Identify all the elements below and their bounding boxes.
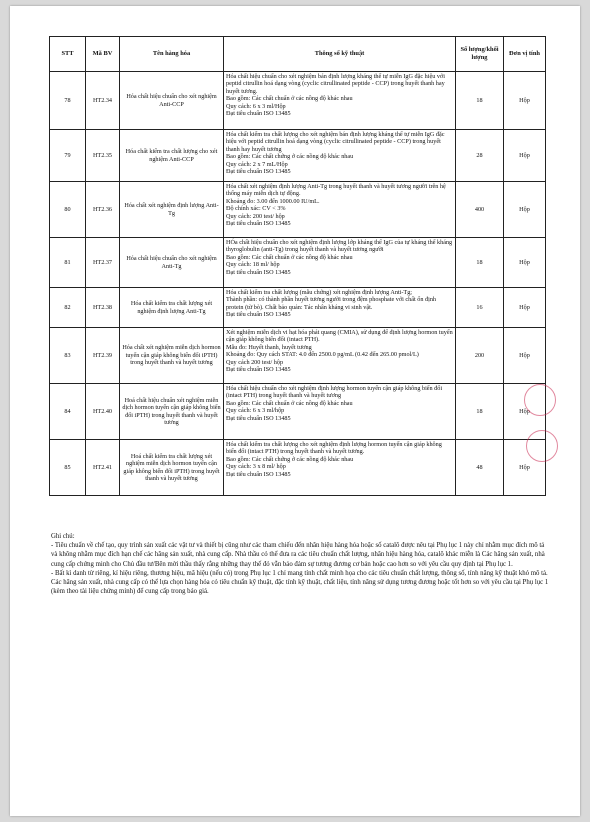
stamp-mark: [526, 430, 558, 462]
spec-line: Bao gồm: Các chất chuẩn ở các nồng độ khác nhau: [226, 399, 353, 407]
spec-line: Bao gồm: Các chất chứng ở các nồng độ khác nhau: [226, 153, 354, 161]
cell-don-vi: Hộp: [504, 130, 546, 182]
table-row: [50, 182, 546, 238]
table-row: [50, 440, 546, 496]
note-paragraph: - Tiêu chuẩn về chế tạo, quy trình sản xuất các vật tư và thiết bị cũng như các tham chiếu đến nhãn hiệu hàng hóa hoặc số catalô được nêu tại Phụ lục 1 này chỉ nhằm mục đích mô tả và không nhằm mục đích hạn chế các hãng sản xuất, nhà cung cấp. Nhà thầu có thể đưa ra các tiêu chuẩn chất lượng, nhãn hiệu hàng hóa, catalô khác miễn là Các hãng sản xuất, nhà cung cấp chứng minh cho Chủ đầu tư/Bên mời thầu thấy rằng những thay thế đó vẫn bảo đảm sự tương đương cơ bản hoặc cao hơn so với yêu cầu quy định tại Phụ lục 1.: [51, 542, 545, 568]
cell-don-vi: Hộp: [504, 328, 546, 384]
spec-line: Hóa chất hiệu chuẩn cho xét nghiệm bán định lượng kháng thể tự miễn IgG đặc hiệu với peptid citrullin hoá dạng vòng (cyclic citrullinated peptide - CCP) trong huyết thanh hay huyết tương.: [226, 73, 445, 95]
table-row: [50, 72, 546, 130]
document-page: [10, 6, 580, 816]
cell-ma-bv: HT2.35: [86, 130, 120, 182]
cell-ten: Hoá chất hiệu chuẩn xét nghiệm miễn dịch hormon tuyến cận giáp không biến đổi iPTH) trong huyết thanh và huyết tương: [120, 384, 224, 440]
spec-line: Bao gồm: Các chất chuẩn ở các nồng độ khác nhau: [226, 253, 353, 261]
header-stt: STT: [50, 37, 86, 72]
cell-spec: [224, 328, 456, 384]
cell-don-vi: Hộp: [504, 288, 546, 328]
cell-ten: Hóa chất xét nghiệm miễn dịch hormon tuyến cận giáp không biến đổi iPTH) trong huyết thanh và huyết tương: [120, 328, 224, 384]
cell-spec: [224, 182, 456, 238]
table-row: [50, 238, 546, 288]
spec-line: Quy cách: 2 x 7 mL/Hộp: [226, 160, 288, 168]
spec-line: Quy cách: 6 x 3 ml/hộp: [226, 407, 285, 415]
cell-don-vi: Hộp: [504, 182, 546, 238]
spec-line: Xét nghiệm miễn dịch vi hạt hóa phát quang (CMIA), sử dụng để định lượng hormon tuyến cận giáp không biến đổi (intact PTH).: [226, 329, 453, 344]
spec-line: Đạt tiêu chuẩn ISO 13485: [226, 311, 291, 319]
header-thong-so: Thông số kỹ thuật: [224, 37, 456, 72]
spec-line: Đạt tiêu chuẩn ISO 13485: [226, 268, 291, 276]
stamp-mark: [524, 384, 556, 416]
cell-so-luong: 18: [456, 238, 504, 288]
cell-stt: 79: [50, 130, 86, 182]
spec-line: Quy cách: 200 test/ hộp: [226, 212, 285, 220]
table-header-row: [50, 37, 546, 72]
table-row: [50, 328, 546, 384]
cell-spec: [224, 130, 456, 182]
spec-line: Thành phần: có thành phần huyết tương người trong đệm phosphate với chất ổn định protein (từ bò). Chất bảo quản: Tác nhân kháng vi sinh vật.: [226, 296, 437, 311]
cell-so-luong: 48: [456, 440, 504, 496]
cell-don-vi: Hộp: [504, 440, 546, 496]
cell-ten: Hóa chất kiểm tra chất lượng xét nghiệm định lượng Anti-Tg: [120, 288, 224, 328]
cell-so-luong: 400: [456, 182, 504, 238]
cell-don-vi: Hộp: [504, 238, 546, 288]
cell-ten: Hóa chất kiểm tra chất lượng cho xét nghiệm Anti-CCP: [120, 130, 224, 182]
spec-line: Đạt tiêu chuẩn ISO 13485: [226, 110, 291, 118]
spec-line: Bao gồm: Các chất chuẩn ở các nồng độ khác nhau: [226, 95, 353, 103]
spec-line: Quy cách: 18 ml/ hộp: [226, 261, 280, 269]
spec-line: Hóa chất kiểm tra chất lượng (mẫu chứng) xét nghiệm định lượng Anti-Tg;: [226, 289, 413, 296]
cell-spec: [224, 384, 456, 440]
spec-line: HÓa chất hiệu chuẩn cho xét nghiệm định lượng lớp kháng thể IgG của tự kháng thể kháng thyroglobulin (anti-Tg) trong huyết thanh và huyết tương người: [226, 239, 453, 254]
header-don-vi: Đơn vị tính: [504, 37, 546, 72]
cell-so-luong: 18: [456, 384, 504, 440]
cell-stt: 82: [50, 288, 86, 328]
spec-line: Quy cách 200 test/ hộp: [226, 358, 284, 366]
spec-line: Đạt tiêu chuẩn ISO 13485: [226, 220, 291, 228]
cell-stt: 81: [50, 238, 86, 288]
spec-line: Bao gồm: Các chất chứng ở các nồng độ khác nhau: [226, 455, 354, 463]
cell-stt: 84: [50, 384, 86, 440]
spec-line: Khoảng đo: 3.00 đến 1000.00 IU/mL.: [226, 197, 320, 205]
cell-ten: Hóa chất hiệu chuẩn cho xét nghiệm Anti-Tg: [120, 238, 224, 288]
table-row: [50, 288, 546, 328]
spec-line: Đạt tiêu chuẩn ISO 13485: [226, 470, 291, 478]
spec-line: Quy cách: 3 x 8 ml/ hộp: [226, 463, 286, 471]
cell-spec: [224, 288, 456, 328]
spec-line: Hóa chất kiểm tra chất lượng cho xét nghiệm định lượng hormon tuyến cận giáp không biến đổi (intact PTH) trong huyết thanh và huyết tương.: [226, 441, 442, 456]
spec-line: Hóa chất hiệu chuẩn cho xét nghiệm định lượng hormon tuyến cận giáp không biến đổi (intact PTH) trong huyết thanh và huyết tương: [226, 385, 443, 400]
cell-stt: 85: [50, 440, 86, 496]
spec-line: Đạt tiêu chuẩn ISO 13485: [226, 168, 291, 176]
cell-ten: Hóa chất hiệu chuẩn cho xét nghiệm Anti-CCP: [120, 72, 224, 130]
specification-table: [49, 36, 546, 496]
cell-spec: [224, 72, 456, 130]
cell-so-luong: 16: [456, 288, 504, 328]
spec-line: Mẫu đo: Huyết thanh, huyết tương: [226, 343, 312, 351]
cell-ma-bv: HT2.40: [86, 384, 120, 440]
note-paragraph: - Bất kì danh từ riêng, kí hiệu riêng, thương hiệu, mã hiệu (nếu có) trong Phụ lục 1 chỉ mang tính chất minh họa cho các tiêu chuẩn chất lượng, thông số, tính năng kỹ thuật khó mô tả. Các hãng sản xuất, nhà cung cấp có thể lựa chọn hàng hóa có tiêu chuẩn kỹ thuật, đặc tính kỹ thuật, chất liệu, tính năng sử dụng tương đương hoặc tốt hơn so với yêu cầu tại Phụ lục 1 (kèm theo tài liệu chứng minh) để cung cấp trong báo giá.: [51, 569, 549, 596]
cell-ma-bv: HT2.37: [86, 238, 120, 288]
header-so-luong: Số lượng/khối lượng: [456, 37, 504, 72]
cell-ma-bv: HT2.41: [86, 440, 120, 496]
cell-ma-bv: HT2.36: [86, 182, 120, 238]
spec-line: Quy cách: 6 x 3 ml/Hộp: [226, 102, 286, 110]
cell-don-vi: Hộp: [504, 384, 546, 440]
header-ma-bv: Mã BV: [86, 37, 120, 72]
cell-ten: Hóa chất xét nghiệm định lượng Anti-Tg: [120, 182, 224, 238]
spec-line: Khoảng đo: Quy cách STAT: 4.0 đến 2500.0 pg/mL (0.42 đến 265.00 pmol/L): [226, 351, 419, 359]
spec-line: Đạt tiêu chuẩn ISO 13485: [226, 366, 291, 374]
spec-line: Hóa chất kiểm tra chất lượng cho xét nghiệm bán định lượng kháng thể tự miễn IgG đặc hiệu với peptid citrullin hoá dạng vòng (cyclic citrullinated peptide - CCP) trong huyết thanh hay huyết tương: [226, 131, 445, 153]
cell-spec: [224, 440, 456, 496]
cell-don-vi: Hộp: [504, 72, 546, 130]
spec-line: Độ chính xác: CV < 3%: [226, 205, 286, 213]
cell-ma-bv: HT2.38: [86, 288, 120, 328]
notes-section: [51, 532, 551, 596]
cell-ten: Hoá chất kiểm tra chất lượng xét nghiệm miễn dịch hormon tuyến cận giáp không biến đổi iPTH) trong huyết thanh và huyết tương: [120, 440, 224, 496]
cell-stt: 83: [50, 328, 86, 384]
cell-stt: 80: [50, 182, 86, 238]
cell-ma-bv: HT2.39: [86, 328, 120, 384]
header-ten-hang-hoa: Tên hàng hóa: [120, 37, 224, 72]
spec-line: Đạt tiêu chuẩn ISO 13485: [226, 414, 291, 422]
cell-so-luong: 18: [456, 72, 504, 130]
notes-title: Ghi chú:: [51, 533, 75, 540]
cell-spec: [224, 238, 456, 288]
cell-stt: 78: [50, 72, 86, 130]
cell-so-luong: 28: [456, 130, 504, 182]
table-row: [50, 384, 546, 440]
cell-so-luong: 200: [456, 328, 504, 384]
spec-line: Hóa chất xét nghiệm định lượng Anti-Tg trong huyết thanh và huyết tương người trên hệ thống máy miễn dịch tự động.: [226, 183, 446, 198]
cell-ma-bv: HT2.34: [86, 72, 120, 130]
table-row: [50, 130, 546, 182]
